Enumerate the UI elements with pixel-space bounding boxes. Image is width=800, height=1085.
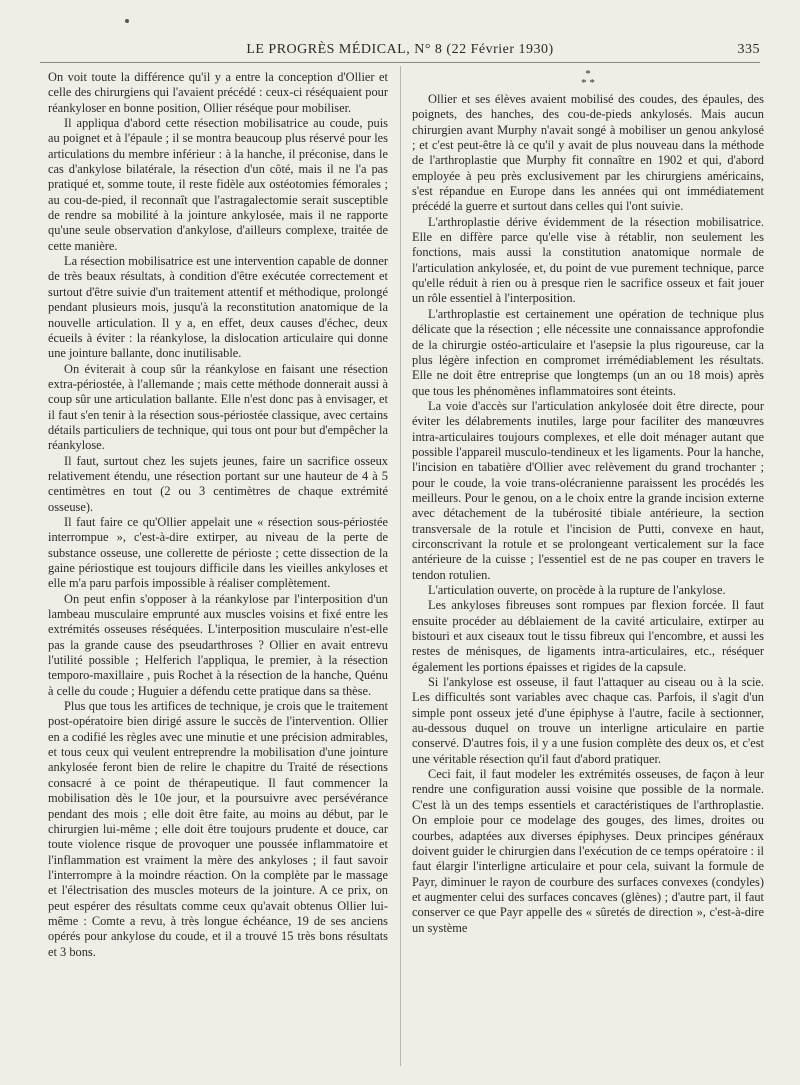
paragraph: On peut enfin s'opposer à la réankylose par l'interposition d'un lambeau musculaire emprunté aux muscles voisins et fixé entre les extrémités osseuses réséquées. L'interposition musculaire n'est-elle pas la grande cause des pseudarthroses ? Ollier en avait entrevu l'utilité possible ; Helferich l'appliqua, le premier, à la résection temporo-maxillaire , puis Rochet à la résection de la hanche, Quénu à celle du coude ; Huguier a défendu cette pratique dans sa thèse.: [48, 591, 388, 698]
paragraph: Ollier et ses élèves avaient mobilisé des coudes, des épaules, des poignets, des hanches, des cou-de-pieds ankylosés. Mais aucun chirurgien avant Murphy n'avait songé à mobiliser un genou ankylosé ; et c'est peut-être là ce qu'il y avait de plus nouveau dans la méthode de l'arthroplastie que Murphy fit connaître en 1902 et qui, d'abord employée à peu près exclusivement par les chirurgiens américains, s'est répandue en Europe dans les années qui ont immédiatement précédé la guerre et surtout dans celles qui l'ont suivie.: [412, 92, 764, 214]
paragraph: Il faut faire ce qu'Ollier appelait une « résection sous-périostée interrompue », c'est-à-dire extirper, au niveau de la perte de substance osseuse, une collerette de périoste ; cette dissection de la gaine périostique est toujours difficile dans les vieilles ankyloses et elle m'a paru parfois impossible à réaliser complètement.: [48, 514, 388, 591]
paragraph: Il faut, surtout chez les sujets jeunes, faire un sacrifice osseux relativement étendu, une résection portant sur une hauteur de 4 à 5 centimètres en tout (2 ou 3 centimètres de chaque extrémité osseuse).: [48, 453, 388, 514]
paragraph: On éviterait à coup sûr la réankylose en faisant une résection extra-périostée, à l'allemande ; mais cette méthode donnerait aussi à coup sûr une articulation ballante. Elle n'est donc pas à envisager, et il faut s'en tenir à la résection sous-périostée classique, avec certains détails particuliers de technique, qui tous ont pour but d'empêcher la réankylose.: [48, 361, 388, 453]
asterism-separator: * * *: [581, 68, 595, 89]
left-column: [48, 70, 388, 960]
paragraph: Ceci fait, il faut modeler les extrémités osseuses, de façon à leur rendre une configuration aussi voisine que possible de la normale. C'est là un des temps essentiels et caractéristiques de l'arthroplastie. On emploie pour ce modelage des gouges, des limes, droites ou courbes, adaptées aux diverses épiphyses. Deux principes généraux doivent guider le chirurgien dans l'exécution de ce temps opératoire : il faut élargir l'interligne articulaire et pour cela, suivant la formule de Payr, diminuer le rayon de courbure des surfaces convexes (condyles) et augmenter celui des surfaces concaves (glènes) ; d'autre part, il faut conserver ce que Payr appelle des « sûretés de direction », c'est-à-dire un système: [412, 767, 764, 935]
paragraph: L'arthroplastie est certainement une opération de technique plus délicate que la résection ; elle nécessite une connaissance approfondie de la chirurgie ostéo-articulaire et l'asepsie la plus rigoureuse, car la plus légère infection en compromet irrémédiablement les résultats. Elle ne doit être entreprise que longtemps (un an ou 18 mois) après que tous les phénomènes inflammatoires sont éteints.: [412, 306, 764, 398]
right-column: [412, 70, 764, 936]
paragraph: Plus que tous les artifices de technique, je crois que le traitement post-opératoire bien dirigé assure le succès de l'intervention. Ollier en a codifié les règles avec une minutie et une précision admirables, et tous ceux qui veulent entreprendre la mobilisation d'une jointure ankylosée feront bien de relire le chapitre du Traité de résections consacré à ce point de thérapeutique. Il faut commencer la mobilisation dès le 10e jour, et la poursuivre avec persévérance pendant des mois ; elle doit être faite, au moins au début, par le chirurgien lui-même ; elle doit être toujours prudente et douce, car toute violence risque de provoquer une poussée inflammatoire et l'inflammation est vraiment la mère des ankyloses ; il faut savoir l'interrompre à la moindre réaction. On la complète par le massage et l'électrisation des muscles moteurs de la jointure. A ce prix, on peut espérer des résultats comme ceux qu'avait obtenus Ollier lui-même : Comte a revu, à très longue échéance, 19 de ses anciens opérés pour ankylose du coude, et il a trouvé 15 très bons résultats et 3 bons.: [48, 699, 388, 959]
paragraph: Les ankyloses fibreuses sont rompues par flexion forcée. Il faut ensuite procéder au déblaiement de la cavité articulaire, extirper au bistouri et aux ciseaux tout le tissu fibreux qui l'encombre, et aussi les restes de ménisques, de ligaments intra-articulaires, etc., réséquer également les portions épaisses et rigides de la capsule.: [412, 598, 764, 674]
paragraph: L'articulation ouverte, on procède à la rupture de l'ankylose.: [428, 583, 726, 597]
journal-title: LE PROGRÈS MÉDICAL, N° 8 (22 Février 1930): [246, 42, 554, 57]
page-number: 335: [737, 42, 760, 57]
paragraph: La voie d'accès sur l'articulation ankylosée doit être directe, pour éviter les délabrements inutiles, large pour faciliter des manœuvres intra-articulaires toujours complexes, et elle doit ménager autant que possible l'appareil musculo-tendineux et les ligaments. Pour la hanche, l'incision en tabatière d'Ollier avec relèvement du grand trochanter ; pour le coude, la voie trans-olécranienne paraissent les procédés les meilleurs. Pour le genou, on a le choix entre la grande incision externe avec détachement de la tubérosité tibiale antérieure, la section transversale de la rotule et l'incision de Putti, convexe en haut, circonscrivant la rotule et se prolongeant verticalement sur la face antérieure de la cuisse ; l'essentiel est de ne pas couper en travers le tendon rotulien.: [412, 398, 764, 582]
column-divider: [400, 66, 401, 1066]
paragraph: On voit toute la différence qu'il y a entre la conception d'Ollier et celle des chirurgiens qui l'avaient précédé : ceux-ci réséquaient pour réankyloser en bonne position, Ollier réséque pour mobiliser.: [48, 70, 388, 115]
paragraph: Si l'ankylose est osseuse, il faut l'attaquer au ciseau ou à la scie. Les difficultés sont variables avec chaque cas. Parfois, il s'agit d'un simple pont osseux jeté d'une épiphyse à l'autre, facile à sectionner, au-dessous duquel on trouve un interligne articulaire en partie conservé. D'autres fois, il y a une fusion complète des deux os, et c'est une véritable résection qu'il faut d'abord pratiquer.: [412, 675, 764, 766]
ink-speck: [125, 19, 129, 23]
paragraph: La résection mobilisatrice est une intervention capable de donner de très beaux résultats, à condition d'être exécutée correctement et surtout d'être suivie d'un traitement attentif et méthodique, prolongé pendant plusieurs mois, jusqu'à la reconstitution anatomique de la nouvelle articulation. Il y a, en effet, deux causes d'échec, deux écueils à éviter : la réankylose, la dislocation articulaire qui donne une jointure ballante, donc inutilisable.: [48, 254, 388, 361]
paragraph: L'arthroplastie dérive évidemment de la résection mobilisatrice. Elle en diffère parce qu'elle vise à rétablir, non seulement les fonctions, mais aussi la constitution anatomique normale de l'articulation ankylosée, et, du point de vue purement technique, parce qu'elle réduit à rien ou à presque rien le sacrifice osseux et fait jouer un rôle essentiel à l'interposition.: [412, 214, 764, 306]
paragraph: Il appliqua d'abord cette résection mobilisatrice au coude, puis au poignet et à l'épaule ; il se montra beaucoup plus réservé pour les articulations du membre inférieur : à la hanche, il préconise, dans le cas d'ankylose bilatérale, la résection d'un côté, mais il ne l'a pas pratiqué et, somme toute, il reste fidèle aux ostéotomies fémorales ; au cou-de-pied, il reconnaît que l'astragalectomie serait susceptible de rendre sa mobilité à la jointure ankylosée, mais il ne rapporte qu'une seule observation d'ankylose, d'ailleurs complexe, traitée de cette manière.: [48, 116, 388, 253]
running-header: [40, 40, 760, 63]
